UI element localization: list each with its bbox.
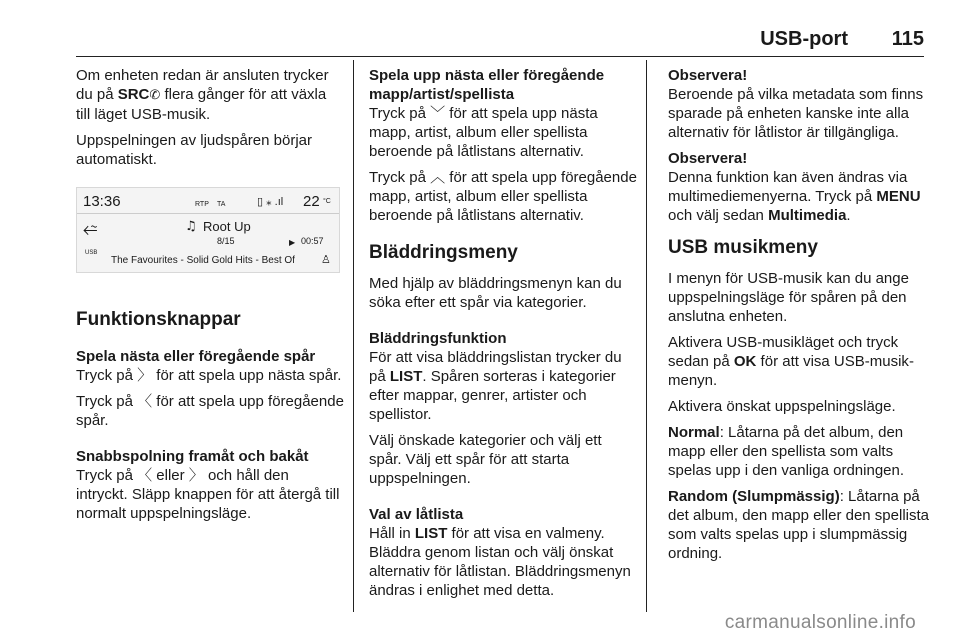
column-divider-right <box>646 60 647 612</box>
usb-icon: ⭉ <box>83 219 98 240</box>
heading-usb-music-menu: USB musikmeny <box>668 237 818 258</box>
music-note-icon: ♫ <box>185 219 197 234</box>
display-ta: TA <box>217 201 226 208</box>
watermark: carmanualsonline.info <box>724 612 916 633</box>
artist-icon: ♙ <box>321 253 331 266</box>
subheading-playlist-choice: Val av låtlista <box>369 506 464 523</box>
display-elapsed: 00:57 <box>301 236 324 246</box>
activate-mode-paragraph: Aktivera önskat uppspelningsläge. <box>668 398 896 415</box>
note-1-text: Beroende på vilka metadata som finns sparade på enheten kanske inte alla alternativ för låtlistor är tillgängliga. <box>668 86 924 141</box>
heading-browse-menu: Bläddringsmeny <box>369 242 518 263</box>
signal-icon: ▯ ⁎ .ıl <box>257 196 284 208</box>
subheading-fast-forward: Snabbspolning framåt och bakåt <box>76 448 309 465</box>
header-rule <box>76 56 924 57</box>
display-track: 8/15 <box>217 236 235 246</box>
random-key: Random (Slumpmässig) <box>668 488 840 505</box>
next-folder-paragraph: Tryck på ﹀ för att spela upp nästa mapp, artist, album eller spellista beroende på låtlistans alternativ. <box>369 105 598 160</box>
display-temp-unit: °C <box>323 198 331 205</box>
display-time: 13:36 <box>83 193 121 210</box>
note-2-title: Observera! <box>668 150 748 167</box>
normal-mode-paragraph: Normal: Låtarna på det album, den mapp eller den spellista som valts spelas upp i den vanliga ordningen. <box>668 424 905 479</box>
list-key-hold: LIST <box>414 525 448 542</box>
subheading-browse-function: Bläddringsfunktion <box>369 330 507 347</box>
browse-menu-paragraph: Med hjälp av bläddringsmenyn kan du söka efter ett spår via kategorier. <box>369 275 622 311</box>
note-1-title: Observera! <box>668 67 748 84</box>
display-song: The Favourites - Solid Gold Hits - Best Of <box>111 255 295 266</box>
display-divider <box>77 213 339 214</box>
menu-key: MENU <box>876 188 921 205</box>
autoplay-paragraph: Uppspelningen av ljudspåren börjar automatiskt. <box>76 132 312 168</box>
radio-display-screen <box>76 187 340 273</box>
heading-funktionsknappar: Funktionsknappar <box>76 309 241 330</box>
list-key: LIST <box>389 368 423 385</box>
column-2 <box>369 66 637 607</box>
page-number: 115 <box>891 28 924 50</box>
normal-key: Normal <box>668 424 720 441</box>
section-title: USB-port <box>760 28 848 50</box>
column-1 <box>76 66 344 530</box>
display-usb-label: USB <box>85 250 98 256</box>
src-key: SRC <box>117 86 150 103</box>
multimedia-key: Multimedia <box>768 207 847 224</box>
page-header <box>0 28 960 58</box>
display-rtp: RTP <box>195 201 209 208</box>
usb-menu-paragraph: I menyn för USB-musik kan du ange uppspelningsläge för spåren på den anslutna enheten. <box>668 270 909 325</box>
activate-usb-paragraph: Aktivera USB-musikläget och tryck sedan på OK för att visa USB-musikmenyn. <box>668 334 914 389</box>
phone-icon: ✆ <box>149 88 161 103</box>
ok-key: OK <box>733 353 757 370</box>
select-track-paragraph: Välj önskade kategorier och välj ett spår. Välj ett spår för att starta uppspelningen. <box>369 432 602 487</box>
note-2-text: Denna funktion kan även ändras via multimediemenyerna. Tryck på MENU och välj sedan Multimedia. <box>668 169 921 224</box>
display-folder: Root Up <box>203 219 251 234</box>
fast-forward-paragraph: Tryck på 〈 eller 〉 och håll den intryckt. Släpp knappen för att återgå till normalt uppspelningsläge. <box>76 467 340 522</box>
prev-track-paragraph: Tryck på 〈 för att spela upp föregående spår. <box>76 393 344 429</box>
subheading-next-prev-folder: Spela upp nästa eller föregående mapp/artist/spellista <box>369 67 605 103</box>
column-divider-left <box>353 60 354 612</box>
display-temp: 22 <box>303 193 320 210</box>
playlist-choice-paragraph: Håll in LIST för att visa en valmeny. Bläddra genom listan och välj önskat alternativ för låtlistan. Bläddringsmenyn ändras i enlighet med detta. <box>369 525 631 599</box>
browse-function-paragraph: För att visa bläddringslistan trycker du på LIST. Spåren sorteras i kategorier efter mappar, genrer, artister och spellistor. <box>369 349 622 423</box>
subheading-next-prev-track: Spela nästa eller föregående spår <box>76 348 316 365</box>
column-3 <box>668 66 930 570</box>
next-track-paragraph: Tryck på 〉 för att spela upp nästa spår. <box>76 367 342 384</box>
intro-paragraph: Om enheten redan är ansluten trycker du på SRC✆ flera gånger för att växla till läget USB-musik. <box>76 67 329 123</box>
random-mode-paragraph: Random (Slumpmässig): Låtarna på det album, den mapp eller den spellista som valts spelas upp i slumpmässig ordning. <box>668 488 929 562</box>
play-icon: ▶ <box>289 238 296 247</box>
prev-folder-paragraph: Tryck på ︿ för att spela upp föregående mapp, artist, album eller spellista beroende på låtlistans alternativ. <box>369 169 637 224</box>
